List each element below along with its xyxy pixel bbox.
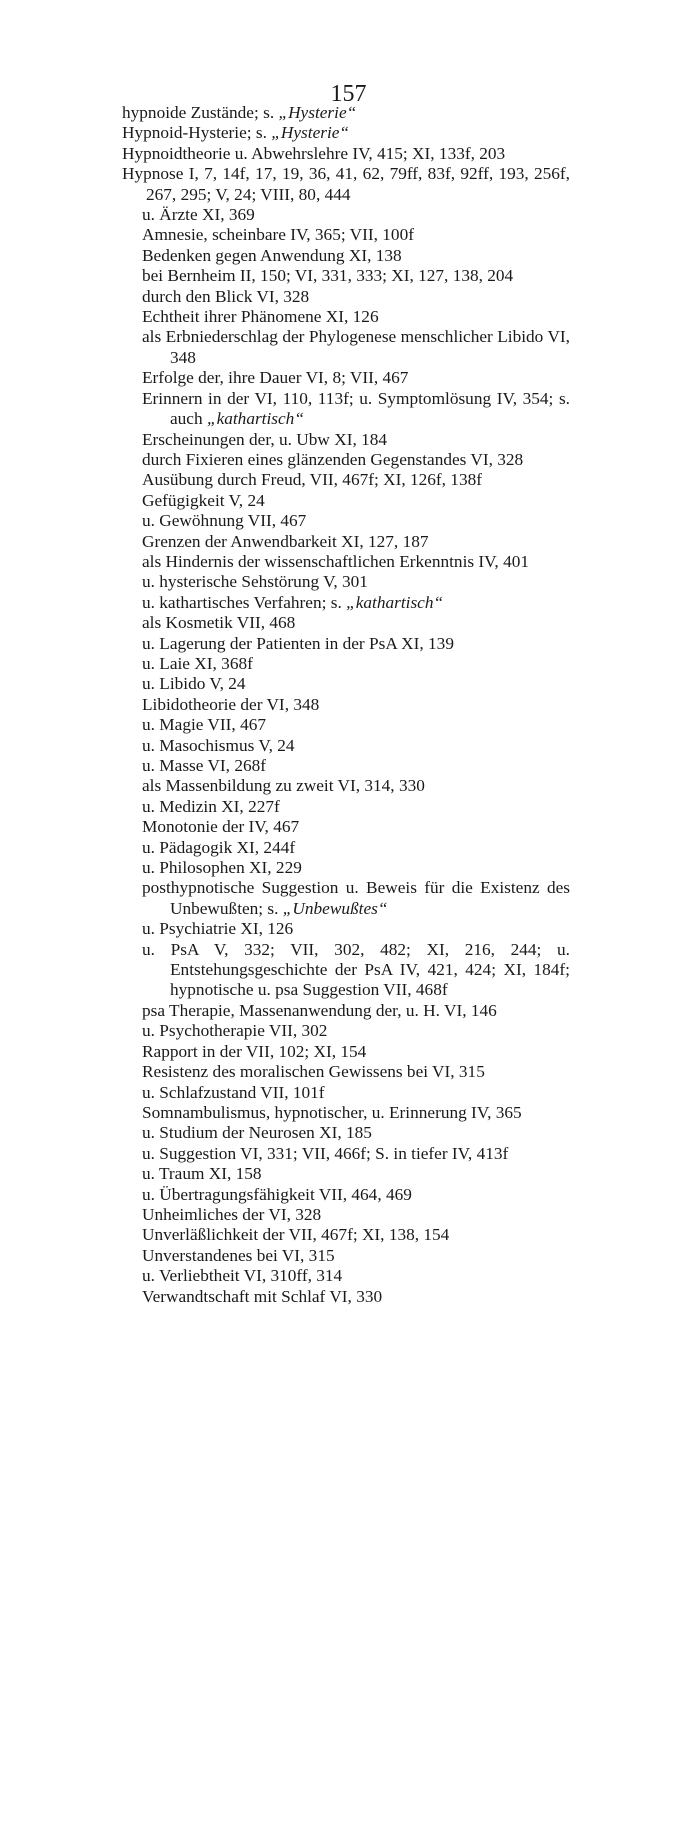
index-subentry [122,327,570,368]
entry-text: u. Masochismus V, 24 [142,735,295,755]
entry-text: Erinnern in der VI, 110, 113f; u. Symptomlösung IV, 354; s. auch [142,388,570,429]
index-entry [122,144,570,164]
index-subentry [122,1021,570,1041]
cross-reference: „Hysterie“ [278,103,357,122]
entry-text: Erfolge der, ihre Dauer VI, 8; VII, 467 [142,368,409,388]
index-subentry [122,1225,570,1245]
index-subentry [122,552,570,572]
index-subentry [122,1246,570,1266]
index-entry [122,123,570,143]
index-subentry [122,797,570,817]
entry-text: psa Therapie, Massenanwendung der, u. H. VI, 146 [142,1000,497,1020]
entry-text: u. Magie VII, 467 [142,715,266,735]
index-subentry [122,634,570,654]
entry-text: als Kosmetik VII, 468 [142,613,296,633]
index-subentry [122,817,570,837]
entry-text: Bedenken gegen Anwendung XI, 138 [142,245,402,265]
entry-text: Grenzen der Anwendbarkeit XI, 127, 187 [142,531,429,551]
index-subentry [122,1001,570,1021]
entry-text: Ausübung durch Freud, VII, 467f; XI, 126f, 138f [142,470,482,490]
entry-text: Amnesie, scheinbare IV, 365; VII, 100f [142,225,414,245]
index-subentry [122,1144,570,1164]
index-subentry [122,878,570,919]
index-subentry [122,1062,570,1082]
entry-text: Rapport in der VII, 102; XI, 154 [142,1041,367,1061]
index-subentry [122,1123,570,1143]
cross-reference: „kathartisch“ [346,592,444,612]
entry-text: Hypnoid-Hysterie; s. [122,123,272,143]
entry-text: durch den Blick VI, 328 [142,286,310,306]
index-subentry [122,858,570,878]
index-subentry [122,1042,570,1062]
entry-text: Unheimliches der VI, 328 [142,1204,322,1224]
entry-text: Hypnose I, 7, 14f, 17, 19, 36, 41, 62, 79ff, 83f, 92ff, 193, 256f, 267, 295; V, 24; VIII, 80, 444 [122,164,570,204]
index-subentry [122,225,570,245]
entry-text: Hypnoidtheorie u. Abwehrslehre IV, 415; XI, 133f, 203 [122,143,506,163]
index-subentry [122,838,570,858]
index-subentry [122,695,570,715]
index-subentry [122,246,570,266]
index-subentry [122,572,570,592]
entry-text: u. Philosophen XI, 229 [142,858,302,878]
index-subentry [122,470,570,490]
entry-text: u. PsA V, 332; VII, 302, 482; XI, 216, 244; u. Entstehungsgeschichte der PsA IV, 421, 424; XI, 184f; hypnotische u. psa Suggestion VII, 468f [142,939,570,1000]
entry-text: als Hindernis der wissenschaftlichen Erkenntnis IV, 401 [142,551,529,571]
index-subentry [122,1083,570,1103]
entry-text: hypnoide Zustände; s. [122,103,279,122]
entry-text: u. Lagerung der Patienten in der PsA XI, 139 [142,633,454,653]
index-subentry [122,654,570,674]
index-subentry [122,491,570,511]
entry-text: u. kathartisches Verfahren; s. [142,592,347,612]
index-subentry [122,1185,570,1205]
entry-text: Monotonie der IV, 467 [142,817,300,837]
entry-text: u. Schlafzustand VII, 101f [142,1082,325,1102]
entry-text: u. Traum XI, 158 [142,1164,262,1184]
entry-text: Libidotheorie der VI, 348 [142,694,320,714]
index-subentry [122,430,570,450]
entry-text: u. Studium der Neurosen XI, 185 [142,1123,372,1143]
index-subentry [122,919,570,939]
entry-text: u. Medizin XI, 227f [142,796,280,816]
entry-text: u. Suggestion VI, 331; VII, 466f; S. in tiefer IV, 413f [142,1143,509,1163]
entry-text: u. Gewöhnung VII, 467 [142,511,307,531]
index-subentry [122,266,570,286]
entry-text: durch Fixieren eines glänzenden Gegenstandes VI, 328 [142,449,524,469]
entry-text: Somnambulismus, hypnotischer, u. Erinnerung IV, 365 [142,1102,522,1122]
index-subentry [122,1103,570,1123]
index-subentry [122,756,570,776]
index-subentry [122,776,570,796]
index-subentry [122,1266,570,1286]
index-subentry [122,205,570,225]
index-subentry [122,940,570,1001]
cross-reference: „Unbewußtes“ [282,898,388,918]
index-subentry [122,1287,570,1307]
entry-text: u. Psychotherapie VII, 302 [142,1021,328,1041]
entry-text: u. Ärzte XI, 369 [142,205,255,225]
index-subentry [122,450,570,470]
index-subentry [122,511,570,531]
entry-text: u. Libido V, 24 [142,674,246,694]
index-entries [122,103,570,1307]
index-subentry [122,532,570,552]
index-entry [122,103,570,123]
entry-text: Unverläßlichkeit der VII, 467f; XI, 138, 154 [142,1225,450,1245]
entry-text: Echtheit ihrer Phänomene XI, 126 [142,307,379,327]
entry-text: als Erbniederschlag der Phylogenese menschlicher Libido VI, 348 [142,327,570,367]
index-subentry [122,389,570,430]
entry-text: u. Psychiatrie XI, 126 [142,919,294,939]
index-subentry [122,368,570,388]
entry-text: Unverstandenes bei VI, 315 [142,1245,335,1265]
cross-reference: „kathartisch“ [206,409,304,429]
entry-text: Verwandtschaft mit Schlaf VI, 330 [142,1286,383,1306]
cross-reference: „Hysterie“ [271,123,350,143]
entry-text: u. Laie XI, 368f [142,653,253,673]
entry-text: Erscheinungen der, u. Ubw XI, 184 [142,429,388,449]
index-subentry [122,307,570,327]
index-subentry [122,1205,570,1225]
page-number: 157 [330,81,367,107]
entry-text: Gefügigkeit V, 24 [142,490,265,510]
entry-text: bei Bernheim II, 150; VI, 331, 333; XI, 127, 138, 204 [142,266,514,286]
entry-text: posthypnotische Suggestion u. Beweis für die Existenz des Unbewußten; s. [142,878,570,918]
entry-text: u. Masse VI, 268f [142,756,266,775]
index-subentry [122,287,570,307]
entry-text: u. hysterische Sehstörung V, 301 [142,572,368,592]
entry-text: Resistenz des moralischen Gewissens bei VI, 315 [142,1062,485,1082]
index-entry [122,164,570,205]
entry-text: u. Übertragungsfähigkeit VII, 464, 469 [142,1184,412,1204]
entry-text: u. Verliebtheit VI, 310ff, 314 [142,1266,343,1286]
index-subentry [122,613,570,633]
index-subentry [122,593,570,613]
index-subentry [122,1164,570,1184]
index-subentry [122,736,570,756]
index-subentry [122,674,570,694]
entry-text: u. Pädagogik XI, 244f [142,837,296,857]
entry-text: als Massenbildung zu zweit VI, 314, 330 [142,776,425,796]
index-subentry [122,715,570,735]
